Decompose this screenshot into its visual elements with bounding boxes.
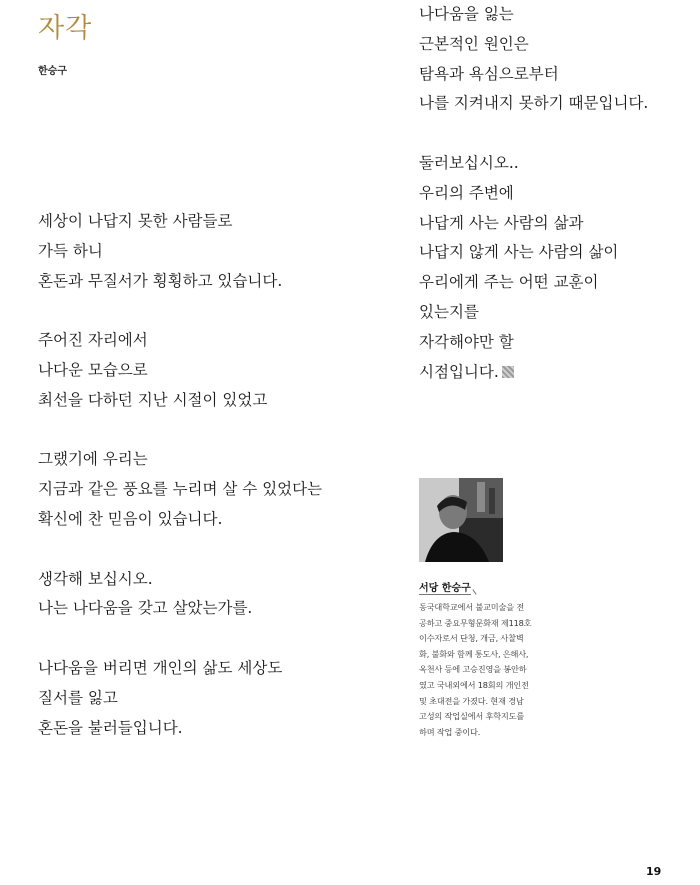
bio-line: 및 초대전을 가졌다. 현재 경남 <box>419 695 524 706</box>
bio-line: 하며 작업 중이다. <box>419 726 481 737</box>
poem-line: 있는지를 <box>419 302 479 321</box>
bio-divider <box>419 594 471 595</box>
poem-line: 나는 나다움을 갖고 살았는가를. <box>38 599 253 618</box>
poem-line: 세상이 나답지 못한 사람들로 <box>38 212 233 230</box>
bio-name: 서당 한승구 <box>419 583 471 594</box>
end-mark-icon <box>502 366 514 378</box>
poem-line: 탐욕과 욕심으로부터 <box>419 64 559 83</box>
poem-line: 최선을 다하던 지난 시절이 있었고 <box>38 390 268 409</box>
poem-line: 그랬기에 우리는 <box>38 450 148 469</box>
bio-line: 옥천사 등에 고승진영을 봉안하 <box>419 664 527 675</box>
bio-line: 공하고 중요무형문화재 제118호 <box>419 617 532 628</box>
poem-line: 시점입니다. <box>419 358 648 388</box>
author-photo <box>419 478 503 562</box>
bio-line: 동국대학교에서 불교미술을 전 <box>419 602 525 612</box>
poem-line: 나다움을 잃는 <box>419 5 514 23</box>
poem-left-column <box>38 207 322 743</box>
poem-line: 우리의 주변에 <box>419 183 514 202</box>
poem-line <box>419 119 648 149</box>
poem-line: 혼돈과 무질서가 횡횡하고 있습니다. <box>38 271 283 290</box>
poem-line: 생각해 보십시오. <box>38 569 153 588</box>
bio-line: 고성의 작업실에서 후학지도를 <box>419 711 525 722</box>
page-number: 19 <box>646 865 662 878</box>
article-title: 자각 <box>38 13 93 44</box>
poem-line: 혼돈을 불러들입니다. <box>38 718 183 737</box>
poem-line: 질서를 잃고 <box>38 688 118 707</box>
poem-line: 주어진 자리에서 <box>38 331 148 350</box>
poem-line: 나를 지켜내지 못하기 때문입니다. <box>419 94 649 113</box>
poem-line <box>38 535 322 565</box>
poem-line <box>38 296 322 326</box>
poem-line: 확신에 찬 믿음이 있습니다. <box>38 509 223 528</box>
poem-line: 자각해야만 할 <box>419 332 514 351</box>
poem-line: 나답게 사는 사람의 삶과 <box>419 213 584 232</box>
poem-line: 나다운 모습으로 <box>38 360 148 379</box>
poem-line <box>38 416 322 446</box>
poem-right-column <box>419 0 648 387</box>
poem-line <box>38 624 322 654</box>
author-byline: 한승구 <box>38 66 67 77</box>
bio-line: 였고 국내외에서 18회의 개인전 <box>419 679 529 690</box>
poem-line: 나답지 않게 사는 사람의 삶이 <box>419 243 619 262</box>
bio-text <box>419 600 553 740</box>
poem-line: 가득 하니 <box>38 241 103 260</box>
poem-line: 근본적인 원인은 <box>419 34 529 53</box>
poem-line: 둘러보십시오.. <box>419 153 519 172</box>
poem-line: 우리에게 주는 어떤 교훈이 <box>419 273 599 292</box>
bio-line: 화, 불화와 함께 통도사, 은해사, <box>419 648 529 659</box>
poem-line: 나다움을 버리면 개인의 삶도 세상도 <box>38 658 283 677</box>
bio-line: 이수자로서 단청, 개금, 사찰벽 <box>419 633 524 644</box>
poem-line: 지금과 같은 풍요를 누리며 살 수 있었다는 <box>38 480 323 499</box>
